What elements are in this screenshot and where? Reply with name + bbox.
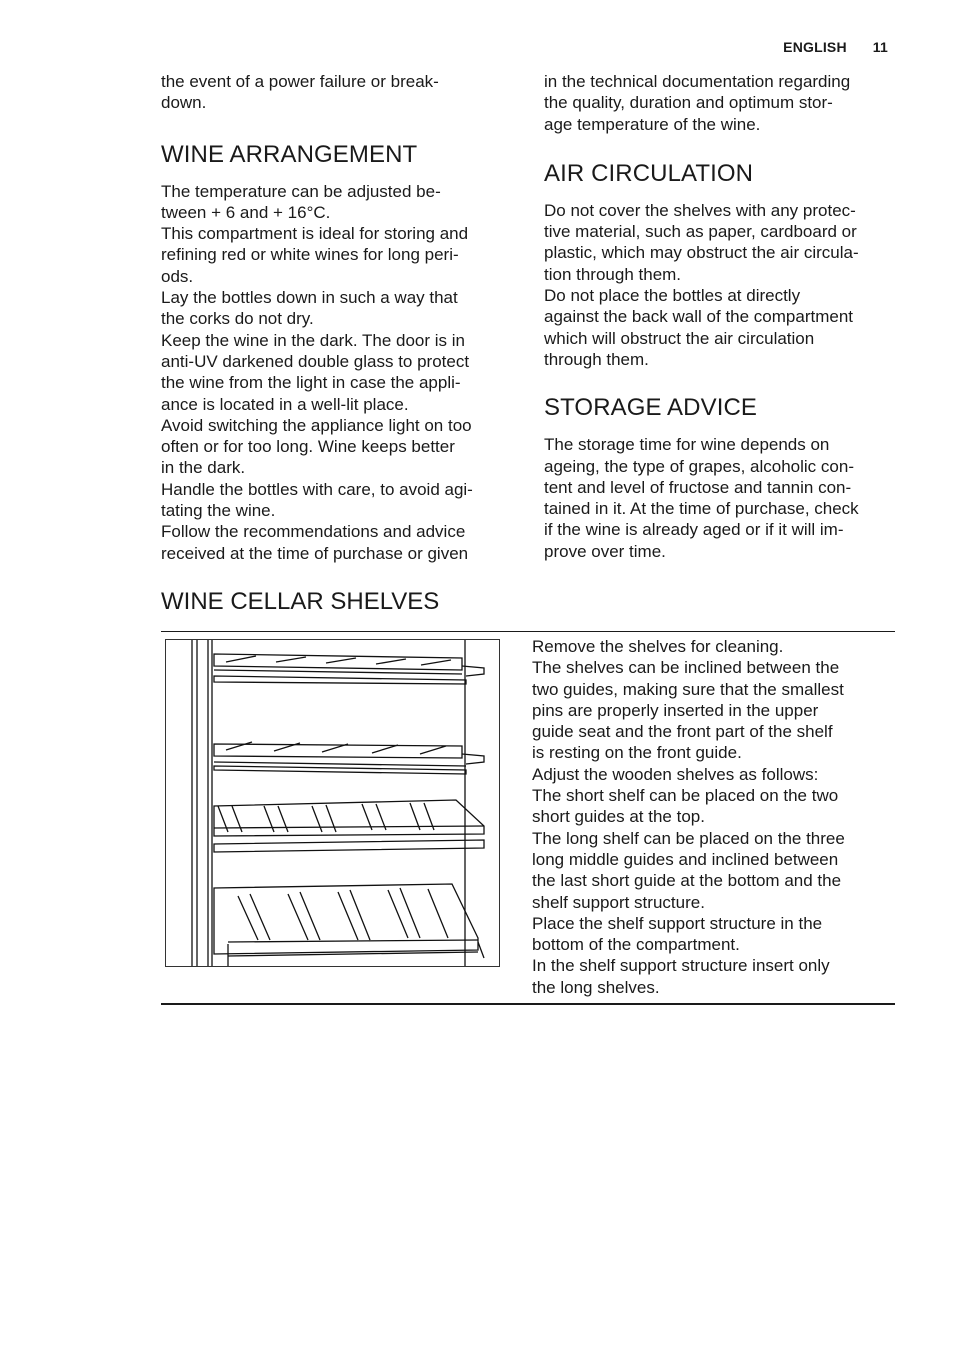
text-line: Follow the recommendations and advice [161, 522, 466, 542]
text-line: The long shelf can be placed on the three [532, 828, 845, 848]
text-line: refining red or white wines for long peri- [161, 245, 459, 265]
text-line: age temperature of the wine. [544, 114, 761, 134]
text-line: the last short guide at the bottom and the [532, 871, 842, 891]
text-line: in the technical documentation regarding [544, 72, 851, 91]
left-column [161, 71, 517, 564]
text-line: shelf support structure. [532, 892, 705, 912]
text-line: bottom of the compartment. [532, 935, 740, 955]
page-header [783, 39, 888, 55]
text-line: tained in it. At the time of purchase, check [544, 499, 859, 519]
section-title-air-circulation: AIR CIRCULATION [544, 159, 754, 187]
text-line: The short shelf can be placed on the two [532, 786, 839, 806]
text-line: the long shelves. [532, 977, 660, 997]
text-line: tween + 6 and + 16°C. [161, 202, 331, 222]
text-line: Keep the wine in the dark. The door is in [161, 330, 465, 350]
text-line: Lay the bottles down in such a way that [161, 288, 458, 308]
text-line: Avoid switching the appliance light on too [161, 415, 472, 435]
right-column [544, 71, 904, 562]
text-line: ageing, the type of grapes, alcoholic con- [544, 456, 854, 476]
text-line: against the back wall of the compartment [544, 307, 853, 327]
text-line: Do not place the bottles at directly [544, 286, 801, 306]
text-line: guide seat and the front part of the shelf [532, 722, 833, 742]
text-line: the wine from the light in case the appli- [161, 373, 461, 393]
text-line: Remove the shelves for cleaning. [532, 637, 784, 656]
text-line: The shelves can be inclined between the [532, 658, 840, 678]
wine-shelves-instructions [532, 636, 892, 998]
text-line: Handle the bottles with care, to avoid agi- [161, 479, 473, 499]
text-line: Do not cover the shelves with any protec- [544, 200, 856, 220]
text-line: in the dark. [161, 458, 246, 478]
page-number: 11 [872, 39, 888, 55]
text-line: the event of a power failure or break- [161, 72, 439, 91]
text-line: the quality, duration and optimum stor- [544, 93, 833, 113]
text-line: is resting on the front guide. [532, 743, 742, 763]
text-line: pins are properly inserted in the upper [532, 700, 819, 720]
section-title-storage-advice: STORAGE ADVICE [544, 394, 758, 422]
text-line: Place the shelf support structure in the [532, 913, 823, 933]
section-title-wine-arrangement: WINE ARRANGEMENT [161, 140, 418, 168]
wine-shelves-illustration [165, 639, 500, 967]
table-top-rule [161, 631, 895, 632]
text-line: Adjust the wooden shelves as follows: [532, 764, 819, 784]
text-line: The storage time for wine depends on [544, 435, 830, 455]
text-line: prove over time. [544, 541, 666, 561]
table-bottom-rule [161, 1003, 895, 1005]
text-line: tent and level of fructose and tannin con- [544, 477, 852, 497]
text-line: The temperature can be adjusted be- [161, 181, 441, 201]
text-line: long middle guides and inclined between [532, 849, 839, 869]
text-line: often or for too long. Wine keeps better [161, 437, 455, 457]
text-line: ance is located in a well-lit place. [161, 394, 409, 414]
text-line: tive material, such as paper, cardboard or [544, 222, 857, 242]
text-line: tion through them. [544, 264, 682, 284]
text-line: short guides at the top. [532, 807, 705, 827]
text-line: tating the wine. [161, 501, 276, 521]
language-label: ENGLISH [783, 39, 847, 55]
text-line: two guides, making sure that the smallest [532, 679, 844, 699]
section-title-wine-cellar-shelves: WINE CELLAR SHELVES [161, 588, 440, 615]
text-line: down. [161, 93, 207, 113]
text-line: received at the time of purchase or given [161, 543, 469, 563]
text-line: through them. [544, 349, 649, 369]
text-line: if the wine is already aged or if it will im- [544, 520, 844, 540]
text-line: In the shelf support structure insert only [532, 956, 830, 976]
text-line: the corks do not dry. [161, 309, 314, 329]
text-line: anti-UV darkened double glass to protect [161, 351, 470, 371]
text-line: This compartment is ideal for storing and [161, 224, 469, 244]
text-line: ods. [161, 266, 194, 286]
text-line: plastic, which may obstruct the air circula- [544, 243, 859, 263]
text-line: which will obstruct the air circulation [544, 328, 815, 348]
